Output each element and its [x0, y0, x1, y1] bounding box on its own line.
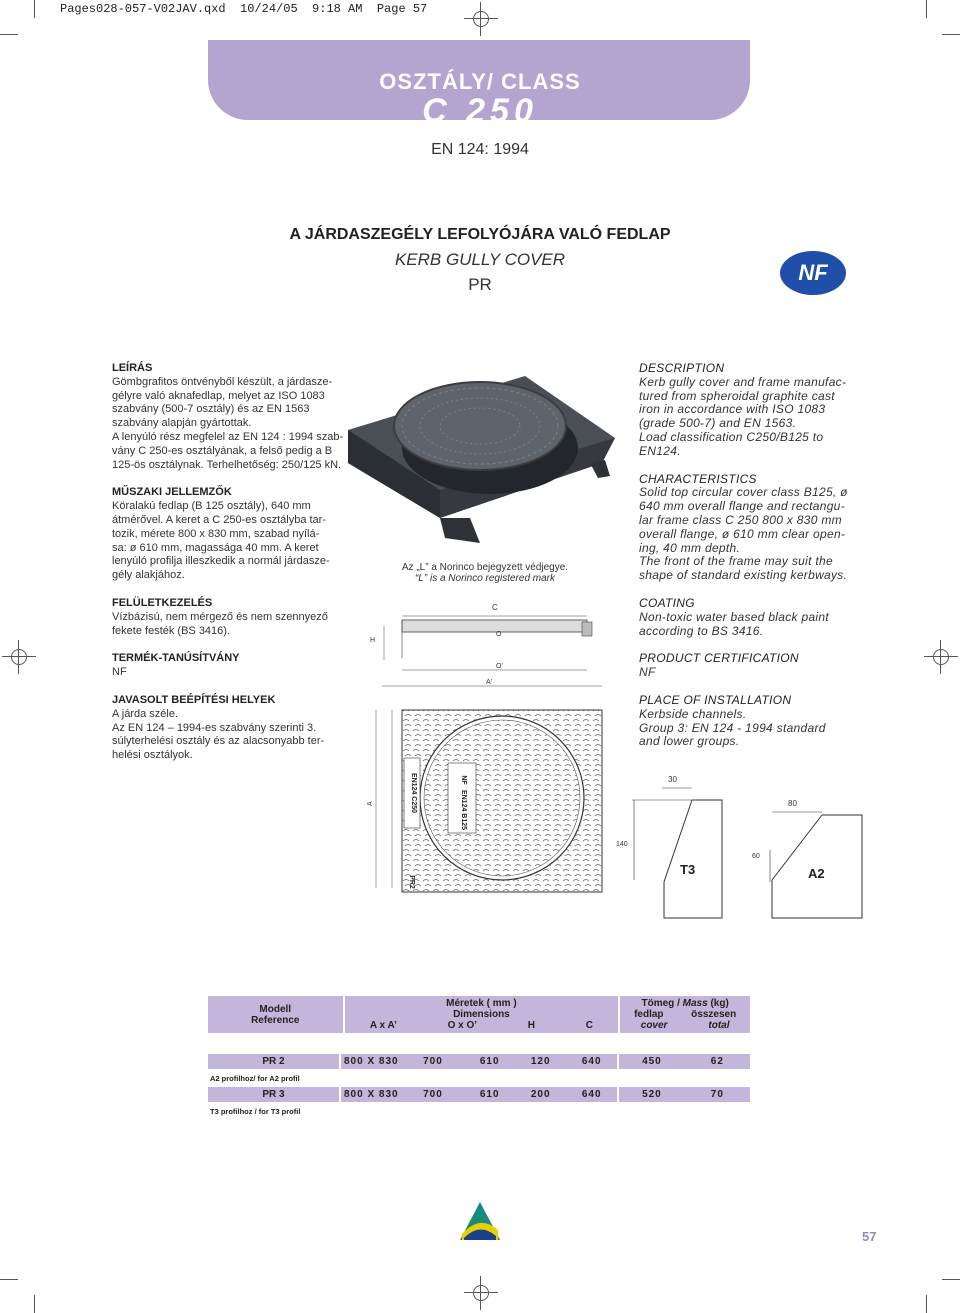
registration-mark-right [924, 640, 958, 674]
text-line: Köralakú fedlap (B 125 osztály), 640 mm [112, 500, 311, 513]
crop-mark [34, 1295, 35, 1313]
label-h: H [370, 637, 376, 644]
crop-mark [34, 0, 35, 18]
text-line: Non-toxic water based black paint [639, 609, 829, 624]
surface-heading-hu: FELÜLETKEZELÉS [112, 596, 213, 609]
text-line: Load classification C250/B125 to [639, 429, 824, 444]
text-line: ing, 40 mm depth. [639, 540, 741, 555]
page-number: 57 [862, 1229, 877, 1244]
label-a-prime: A' [486, 679, 493, 686]
crop-mark [926, 1295, 927, 1313]
header-weight [619, 996, 750, 1033]
label-o: O [496, 631, 502, 638]
cell-c: 200 [515, 1087, 566, 1102]
crop-mark [926, 0, 927, 18]
header-cover-hu: fedlap [634, 1009, 664, 1020]
section-body [402, 620, 587, 632]
cell-oxo: 700 [402, 1054, 465, 1069]
cell-total: 450 [618, 1054, 684, 1069]
text-line: átmérővel. A keret a C 250-es osztályba tar- [112, 513, 326, 526]
caption-hu: Az „L” a Norinco bejegyzett védjegye. [401, 562, 569, 573]
cert-heading-hu: TERMÉK-TANÚSÍTVÁNY [112, 652, 240, 665]
trademark-caption [380, 562, 590, 584]
class-code: C 250 [422, 92, 538, 130]
crop-mark [942, 34, 960, 35]
text-line: gély alakjához. [112, 569, 185, 582]
text-line: overall flange, ø 610 mm clear open- [639, 526, 846, 541]
registration-mark-left [2, 640, 36, 674]
frame-foot [590, 460, 610, 478]
header-h: H [527, 1020, 535, 1031]
header-cover-en: cover [640, 1020, 668, 1031]
text-line: NF [112, 666, 127, 679]
plan-view-drawing [362, 698, 612, 903]
cell-cover: 640 [566, 1087, 618, 1102]
text-line: Solid top circular cover class B125, ø [639, 485, 848, 500]
cell-model: PR 3 [208, 1087, 340, 1102]
text-line: szabvány alapján gyártottak. [112, 417, 252, 430]
caption-en: “L” is a Norinco registered mark [414, 573, 556, 584]
dim-60: 60 [752, 853, 760, 860]
text-line: szabvány (500-7 osztály) és az EN 1563 [112, 403, 310, 416]
hungarian-column [112, 362, 344, 763]
text-line: (grade 500-7) and EN 1563. [639, 416, 797, 431]
text-line: A lenyúló rész megfelel az EN 124 : 1994 szab- [112, 430, 344, 443]
spec-table-body [208, 1054, 750, 1120]
text-line: shape of standard existing kerbways. [639, 568, 848, 583]
text-line: NF [639, 665, 656, 680]
cell-oxo: 700 [402, 1087, 465, 1102]
section-lip [582, 622, 592, 636]
crop-mark [0, 1279, 18, 1280]
text-line: EN124. [639, 443, 681, 458]
label-o-prime: O' [496, 663, 503, 670]
cross-section-drawing [362, 598, 612, 693]
company-logo [458, 1200, 502, 1244]
text-line: tured from spheroidal graphite cast [639, 388, 835, 403]
cell-extra: 62 [685, 1054, 750, 1069]
text-line: vány C 250-es osztályának, a felső pedig a B [112, 444, 333, 457]
product-title-en: KERB GULLY COVER [394, 250, 566, 269]
cell-h: 610 [464, 1087, 515, 1102]
header-c: C [585, 1020, 593, 1031]
place-heading-hu: JAVASOLT BEÉPÍTÉSI HELYEK [112, 693, 276, 706]
cover-tread [424, 720, 580, 876]
text-line: fekete festék (BS 3416). [112, 624, 231, 637]
model-code: PR [468, 275, 492, 294]
label-a: A [367, 801, 374, 806]
header-model-hu: Modell [259, 1003, 292, 1015]
header-weight-unit: (kg) [710, 998, 729, 1009]
table-row [208, 1054, 750, 1069]
header-total-en: total [708, 1020, 730, 1031]
t3-label: T3 [680, 862, 696, 877]
label-c: C [492, 603, 498, 612]
text-line: iron in accordance with ISO 1083 [639, 402, 826, 417]
text-line: súlyterhelési osztály és az alacsonyabb ter- [112, 735, 325, 748]
header-dimensions [344, 996, 620, 1033]
header-dim-en: Dimensions [453, 1009, 510, 1020]
header-model-en: Reference [251, 1014, 300, 1026]
registration-mark-bottom [464, 1276, 498, 1310]
header-weight-en: Mass [682, 998, 708, 1009]
nf-certification-logo: NF [780, 251, 846, 295]
text-line: Group 3: EN 124 - 1994 standard [639, 720, 826, 735]
text-line: 125-ös osztálynak. Terhelhetőség: 250/125 kN. [112, 458, 342, 471]
plate-text-2: NF [460, 775, 467, 785]
header-dim-hu: Méretek ( mm ) [446, 998, 517, 1009]
crop-mark [0, 34, 18, 35]
header-oxo: O x O’ [447, 1020, 478, 1031]
text-line: tozik, mérete 800 x 830 mm, szabad nyílá- [112, 527, 320, 540]
text-line: Gömbgrafitos öntvényből készült, a járdasze- [112, 375, 333, 388]
header-axa: A x A’ [369, 1020, 397, 1031]
text-line: Az EN 124 – 1994-es szabvány szerinti 3. [112, 721, 317, 734]
text-line: and lower groups. [639, 734, 740, 749]
cell-axa: 800 X 830 [340, 1087, 402, 1102]
coat-heading-en: COATING [639, 595, 695, 610]
plate-text-4: PR2 [408, 875, 415, 889]
cell-c: 120 [515, 1054, 566, 1069]
text-line: Vízbázisú, nem mérgező és nem szennyező [112, 610, 328, 623]
text-line: according to BS 3416. [639, 623, 764, 638]
cell-axa: 800 X 830 [340, 1054, 402, 1069]
place-heading-en: PLACE OF INSTALLATION [639, 692, 792, 707]
a2-label: A2 [808, 866, 825, 881]
text-line: The front of the frame may suit the [639, 554, 833, 569]
class-title: OSZTÁLY/ CLASS [379, 69, 581, 94]
cell-extra: 70 [685, 1087, 750, 1102]
product-photo [340, 368, 630, 563]
text-line: lenyúló profilja illeszkedik a normál járdasze- [112, 555, 330, 568]
plate-text-3: EN124 B125 [460, 789, 467, 831]
profile-diagrams [612, 770, 912, 920]
table-row [208, 1087, 750, 1102]
text-line: lar frame class C 250 800 x 830 mm [639, 512, 842, 527]
dim-30: 30 [668, 775, 677, 784]
text-line: A járda széle. [112, 707, 179, 720]
spec-table-header [208, 996, 750, 1033]
registration-mark-top [464, 2, 498, 36]
text-line: sa: ø 610 mm, magassága 40 mm. A keret [112, 541, 319, 554]
frame-kerb-profile [440, 518, 480, 543]
standard-label: EN 124: 1994 [431, 141, 529, 158]
header-model [208, 996, 344, 1033]
cell-total: 520 [618, 1087, 684, 1102]
row-note: T3 profilhoz / for T3 profil [210, 1107, 301, 1116]
cert-heading-en: PRODUCT CERTIFICATION [639, 651, 799, 666]
dim-80: 80 [788, 799, 797, 808]
dim-140: 140 [616, 841, 628, 848]
row-note: A2 profilhoz/ for A2 profil [210, 1074, 300, 1083]
text-line: gélyre való aknafedlap, melyet az ISO 1083 [112, 389, 325, 402]
cell-h: 610 [464, 1054, 515, 1069]
desc-heading-en: DESCRIPTION [639, 361, 725, 375]
header-weight-hu: Tömeg / [641, 998, 680, 1009]
tech-heading-hu: MŰSZAKI JELLEMZŐK [112, 486, 232, 499]
cell-model: PR 2 [208, 1054, 340, 1069]
print-slug: Pages028-057-V02JAV.qxd 10/24/05 9:18 AM Page 57 [60, 2, 428, 16]
crop-mark [942, 1279, 960, 1280]
char-heading-en: CHARACTERISTICS [639, 471, 757, 486]
header-total-hu: összesen [691, 1009, 737, 1020]
text-line: helési osztályok. [112, 749, 193, 762]
desc-heading-hu: LEÍRÁS [112, 362, 153, 374]
text-line: 640 mm overall flange and rectangu- [639, 499, 845, 514]
product-title-hu: A JÁRDASZEGÉLY LEFOLYÓJÁRA VALÓ FEDLAP [289, 226, 671, 243]
cell-cover: 640 [566, 1054, 618, 1069]
text-line: Kerbside channels. [639, 706, 747, 721]
english-column [639, 362, 879, 749]
text-line: Kerb gully cover and frame manufac- [639, 374, 847, 389]
plate-text-1: EN124 C250 [410, 772, 417, 814]
